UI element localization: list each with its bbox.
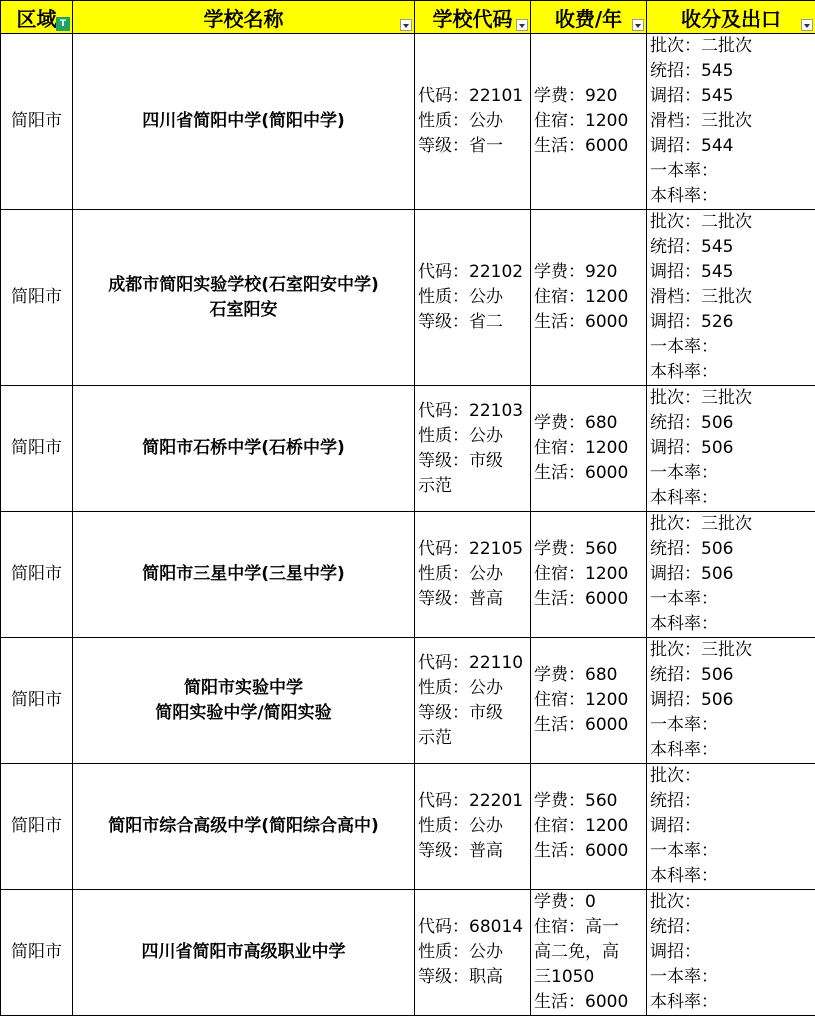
score-cell-line: 本科率： xyxy=(650,738,815,763)
score-cell-line: 一本率： xyxy=(650,965,815,990)
score-cell-line: 滑档：三批次 xyxy=(650,109,815,134)
region-cell[interactable]: 简阳市 xyxy=(1,890,73,1016)
fee-cell-line: 住宿：1200 xyxy=(534,109,646,134)
region-cell[interactable]: 简阳市 xyxy=(1,512,73,638)
school-name-cell-line: 简阳市三星中学(三星中学) xyxy=(73,562,414,587)
fee-cell-line: 学费：0 xyxy=(534,890,646,915)
score-cell[interactable] xyxy=(647,638,815,764)
fee-cell[interactable] xyxy=(531,386,647,512)
fee-cell[interactable] xyxy=(531,890,647,1016)
fee-cell-line: 生活：6000 xyxy=(534,990,646,1015)
school-code-cell-line: 性质：公办 xyxy=(418,562,530,587)
header-score xyxy=(647,1,815,34)
score-cell-line: 本科率： xyxy=(650,360,815,385)
score-cell-line: 调招：544 xyxy=(650,134,815,159)
school-name-cell[interactable] xyxy=(73,890,415,1016)
score-cell-line: 调招：545 xyxy=(650,260,815,285)
school-code-cell[interactable] xyxy=(415,638,531,764)
fee-cell-line: 住宿：1200 xyxy=(534,562,646,587)
fee-cell[interactable] xyxy=(531,638,647,764)
score-cell-line: 本科率： xyxy=(650,612,815,637)
header-region xyxy=(1,1,73,34)
score-cell[interactable] xyxy=(647,890,815,1016)
fee-cell-line: 学费：920 xyxy=(534,84,646,109)
table-row xyxy=(1,890,815,1016)
school-name-cell-line: 简阳市实验中学 xyxy=(73,676,414,701)
dropdown-arrow-icon[interactable] xyxy=(516,19,528,31)
school-name-cell-line: 石室阳安 xyxy=(73,298,414,323)
school-code-cell-line: 代码：22110 xyxy=(418,651,530,676)
score-cell-line: 统招：506 xyxy=(650,411,815,436)
header-row xyxy=(1,1,815,34)
school-code-cell-line: 性质：公办 xyxy=(418,940,530,965)
school-code-cell[interactable] xyxy=(415,512,531,638)
fee-cell-line: 生活：6000 xyxy=(534,713,646,738)
score-cell-line: 统招：545 xyxy=(650,59,815,84)
table-row xyxy=(1,764,815,890)
score-cell-line: 统招：506 xyxy=(650,663,815,688)
table-row xyxy=(1,210,815,386)
score-cell[interactable] xyxy=(647,386,815,512)
school-name-cell-line: 四川省简阳市高级职业中学 xyxy=(73,940,414,965)
school-code-cell-line: 代码：22105 xyxy=(418,537,530,562)
score-cell-line: 调招：506 xyxy=(650,688,815,713)
score-cell-line: 批次：三批次 xyxy=(650,386,815,411)
school-name-cell-line: 成都市简阳实验学校(石室阳安中学) xyxy=(73,273,414,298)
header-region-label: 区域 xyxy=(17,3,57,32)
school-code-cell-line: 等级：省二 xyxy=(418,310,530,335)
score-cell[interactable] xyxy=(647,210,815,386)
score-cell-line: 批次： xyxy=(650,890,815,915)
score-cell-line: 一本率： xyxy=(650,839,815,864)
table-row xyxy=(1,638,815,764)
school-code-cell-line: 代码：22103 xyxy=(418,399,530,424)
school-code-cell-line: 代码：22102 xyxy=(418,260,530,285)
school-code-cell-line: 等级：普高 xyxy=(418,839,530,864)
fee-cell-line: 生活：6000 xyxy=(534,461,646,486)
header-name-label: 学校名称 xyxy=(204,3,284,32)
dropdown-arrow-icon[interactable] xyxy=(632,19,644,31)
score-cell[interactable] xyxy=(647,512,815,638)
score-cell-line: 本科率： xyxy=(650,864,815,889)
score-cell-line: 一本率： xyxy=(650,159,815,184)
score-cell-line: 统招：545 xyxy=(650,235,815,260)
school-code-cell-line: 等级：市级 xyxy=(418,449,530,474)
fee-cell[interactable] xyxy=(531,764,647,890)
score-cell-line: 批次：三批次 xyxy=(650,638,815,663)
header-code xyxy=(415,1,531,34)
table-row xyxy=(1,512,815,638)
region-cell[interactable]: 简阳市 xyxy=(1,210,73,386)
school-name-cell[interactable] xyxy=(73,638,415,764)
score-cell-line: 调招： xyxy=(650,940,815,965)
score-cell-line: 一本率： xyxy=(650,461,815,486)
fee-cell-line: 学费：560 xyxy=(534,537,646,562)
fee-cell-line: 住宿：高一 xyxy=(534,915,646,940)
school-code-cell-line: 性质：公办 xyxy=(418,814,530,839)
region-cell[interactable]: 简阳市 xyxy=(1,34,73,210)
fee-cell-line: 住宿：1200 xyxy=(534,436,646,461)
school-code-cell-line: 示范 xyxy=(418,474,530,499)
dropdown-arrow-icon[interactable] xyxy=(400,19,412,31)
score-cell-line: 批次：二批次 xyxy=(650,210,815,235)
school-name-cell[interactable] xyxy=(73,386,415,512)
school-code-cell-line: 等级：职高 xyxy=(418,965,530,990)
school-code-cell[interactable] xyxy=(415,34,531,210)
school-code-cell-line: 等级：普高 xyxy=(418,587,530,612)
score-cell-line: 本科率： xyxy=(650,486,815,511)
school-name-cell-line: 四川省简阳中学(简阳中学) xyxy=(73,109,414,134)
fee-cell-line: 学费：680 xyxy=(534,411,646,436)
fee-cell-line: 学费：920 xyxy=(534,260,646,285)
fee-cell-line: 学费：560 xyxy=(534,789,646,814)
fee-cell-line: 住宿：1200 xyxy=(534,814,646,839)
school-name-cell[interactable] xyxy=(73,512,415,638)
region-cell[interactable]: 简阳市 xyxy=(1,638,73,764)
school-name-cell-line: 简阳实验中学/简阳实验 xyxy=(73,701,414,726)
fee-cell-line: 生活：6000 xyxy=(534,134,646,159)
fee-cell-line: 学费：680 xyxy=(534,663,646,688)
school-code-cell-line: 性质：公办 xyxy=(418,109,530,134)
fee-cell-line: 三1050 xyxy=(534,965,646,990)
school-code-cell-line: 代码：22201 xyxy=(418,789,530,814)
score-cell-line: 统招：506 xyxy=(650,537,815,562)
school-name-cell[interactable] xyxy=(73,210,415,386)
fee-cell-line: 住宿：1200 xyxy=(534,688,646,713)
school-name-cell[interactable] xyxy=(73,34,415,210)
school-code-cell-line: 性质：公办 xyxy=(418,424,530,449)
fee-cell-line: 生活：6000 xyxy=(534,310,646,335)
score-cell-line: 调招：506 xyxy=(650,562,815,587)
fee-cell-line: 生活：6000 xyxy=(534,587,646,612)
score-cell-line: 批次： xyxy=(650,764,815,789)
score-cell-line: 批次：三批次 xyxy=(650,512,815,537)
score-cell-line: 本科率： xyxy=(650,184,815,209)
region-cell[interactable]: 简阳市 xyxy=(1,386,73,512)
score-cell[interactable] xyxy=(647,764,815,890)
table-row xyxy=(1,34,815,210)
school-code-cell[interactable] xyxy=(415,386,531,512)
school-code-cell[interactable] xyxy=(415,890,531,1016)
school-code-cell-line: 性质：公办 xyxy=(418,676,530,701)
school-code-cell[interactable] xyxy=(415,764,531,890)
fee-cell-line: 高二免，高 xyxy=(534,940,646,965)
score-cell-line: 调招：506 xyxy=(650,436,815,461)
score-cell-line: 滑档：三批次 xyxy=(650,285,815,310)
dropdown-arrow-icon[interactable] xyxy=(801,19,813,31)
score-cell-line: 调招： xyxy=(650,814,815,839)
school-code-cell-line: 等级：市级 xyxy=(418,701,530,726)
score-cell-line: 批次：二批次 xyxy=(650,34,815,59)
score-cell-line: 一本率： xyxy=(650,713,815,738)
score-cell-line: 调招：545 xyxy=(650,84,815,109)
score-cell[interactable] xyxy=(647,34,815,210)
school-code-cell-line: 代码：22101 xyxy=(418,84,530,109)
score-cell-line: 一本率： xyxy=(650,335,815,360)
school-code-cell[interactable] xyxy=(415,210,531,386)
score-cell-line: 统招： xyxy=(650,915,815,940)
fee-cell-line: 生活：6000 xyxy=(534,839,646,864)
school-code-cell-line: 性质：公办 xyxy=(418,285,530,310)
school-name-cell-line: 简阳市综合高级中学(简阳综合高中) xyxy=(73,814,414,839)
fee-cell[interactable] xyxy=(531,34,647,210)
header-score-label: 收分及出口 xyxy=(681,3,781,32)
school-code-cell-line: 等级：省一 xyxy=(418,134,530,159)
school-name-cell-line: 简阳市石桥中学(石桥中学) xyxy=(73,436,414,461)
school-code-cell-line: 代码：68014 xyxy=(418,915,530,940)
fee-cell[interactable] xyxy=(531,512,647,638)
header-code-label: 学校代码 xyxy=(433,3,513,32)
score-cell-line: 调招：526 xyxy=(650,310,815,335)
header-fee xyxy=(531,1,647,34)
region-cell[interactable]: 简阳市 xyxy=(1,764,73,890)
header-name xyxy=(73,1,415,34)
school-code-cell-line: 示范 xyxy=(418,726,530,751)
score-cell-line: 一本率： xyxy=(650,587,815,612)
filter-active-icon[interactable]: T xyxy=(56,17,70,31)
fee-cell-line: 住宿：1200 xyxy=(534,285,646,310)
score-cell-line: 本科率： xyxy=(650,990,815,1015)
table-row xyxy=(1,386,815,512)
school-name-cell[interactable] xyxy=(73,764,415,890)
fee-cell[interactable] xyxy=(531,210,647,386)
header-fee-label: 收费/年 xyxy=(555,3,622,32)
score-cell-line: 统招： xyxy=(650,789,815,814)
